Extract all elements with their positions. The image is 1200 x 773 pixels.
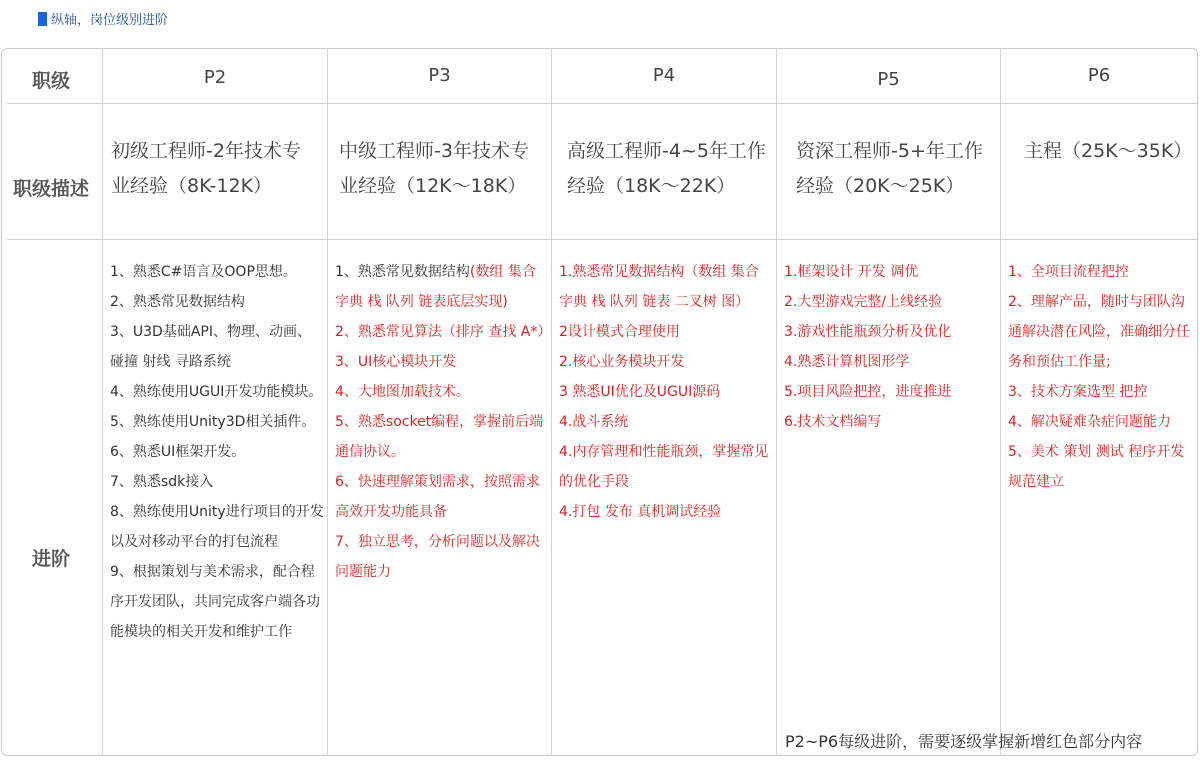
advance-item: 2、熟悉常见数据结构 [110,294,245,310]
advance-item: 7、熟悉sdk接入 [110,474,214,490]
advance-item: 1.熟悉常见数据结构（数组 集合 字典 栈 队列 链表 二叉树 图） [559,264,759,310]
level-description-p2: 初级工程师-2年技术专业经验（8K-12K） [111,140,301,197]
advance-item: 3、技术方案选型 把控 [1008,384,1148,400]
advance-item: 7、独立思考，分析问题以及解决问题能力 [335,534,540,580]
level-description-p6: 主程（25K～35K） [1024,140,1193,162]
advance-item: 5、美术 策划 测试 程序开发规范建立 [1008,444,1185,490]
advance-item-part: 1、熟悉常见数据结构 [335,264,470,280]
level-header-p6: P6 [1087,64,1111,86]
advance-item: 2.核心业务模块开发 [559,354,685,370]
column-divider [551,48,552,756]
row-divider [7,239,1197,240]
advance-item: 3、U3D基础API、物理、动画、碰撞 射线 寻路系统 [110,324,311,370]
column-divider [327,48,328,756]
level-header-p2: P2 [203,66,227,88]
advance-list-p4 [559,257,771,527]
advance-item: 4.内存管理和性能瓶颈，掌握常见的优化手段 [559,444,769,490]
advance-item: 1、全项目流程把控 [1008,264,1129,280]
row-header-advance: 进阶 [31,548,70,570]
advance-item: 1.框架设计 开发 调优 [784,264,919,280]
column-divider [102,48,103,756]
advance-item: 9、根据策划与美术需求，配合程序开发团队，共同完成客户端各功能模块的相关开发和维护工作 [110,564,320,640]
level-description-p3: 中级工程师-3年技术专业经验（12K～18K） [339,140,529,197]
row-header-description: 职级描述 [12,178,89,200]
advance-item: 3、UI核心模块开发 [335,354,457,370]
column-divider [1000,48,1001,756]
advance-list-p6 [1008,257,1190,497]
level-description-p5: 资深工程师-5+年工作经验（20K～25K） [796,140,983,197]
row-divider [7,103,1197,104]
advance-item: 4、解决疑难杂症问题能力 [1008,414,1171,430]
advance-list-p3 [335,257,552,587]
advance-item: 2.大型游戏完整/上线经验 [784,294,943,310]
advance-item: 3 熟悉UI优化及UGUI源码 [559,384,721,400]
advance-item: 4、大地图加载技术。 [335,384,470,400]
level-header-p5: P5 [877,68,900,90]
advance-item: 6、熟悉UI框架开发。 [110,444,246,460]
advance-item: 4、熟练使用UGUI开发功能模块。 [110,384,323,400]
advance-item: 2设计模式合理使用 [559,324,680,340]
advance-item: 8、熟练使用Unity进行项目的开发以及对移动平台的打包流程 [110,504,324,550]
level-header-p3: P3 [428,64,451,86]
advance-item: 4.熟悉计算机图形学 [784,354,910,370]
advance-item: 2、熟悉常见算法（排序 查找 A*） [335,324,552,340]
row-header-level: 职级 [31,69,70,92]
column-divider [776,48,777,756]
advance-item: 1、熟悉C#语言及OOP思想。 [110,264,297,280]
level-header-p4: P4 [652,64,676,86]
advance-list-p5 [784,257,996,437]
advance-item: 2、理解产品，随时与团队沟通解决潜在风险，准确细分任务和预估工作量; [1008,294,1190,370]
advance-list-p2 [110,257,324,647]
caption-marker [38,12,47,26]
advance-item: 5、熟悉socket编程，掌握前后端通信协议。 [335,414,544,460]
advance-item [335,257,547,317]
advance-item: 5、熟练使用Unity3D相关插件。 [110,414,316,430]
advance-item: 3.游戏性能瓶颈分析及优化 [784,324,952,340]
caption-text: 纵轴，岗位级别进阶 [51,13,169,28]
advance-item: 4.打包 发布 真机调试经验 [559,504,722,520]
figure-caption [38,9,168,28]
advance-item: 4.战斗系统 [559,414,629,430]
level-description-p4: 高级工程师-4~5年工作经验（18K～22K） [567,140,766,197]
footnote: P2~P6每级进阶，需要逐级掌握新增红色部分内容 [785,732,1143,751]
advance-item-part: (数组 集合 字典 栈 队列 链表底层实现) [335,264,536,310]
advance-item: 5.项目风险把控，进度推进 [784,384,952,400]
advance-item: 6、快速理解策划需求，按照需求高效开发功能具备 [335,474,540,520]
advance-item: 6.技术文档编写 [784,414,882,430]
